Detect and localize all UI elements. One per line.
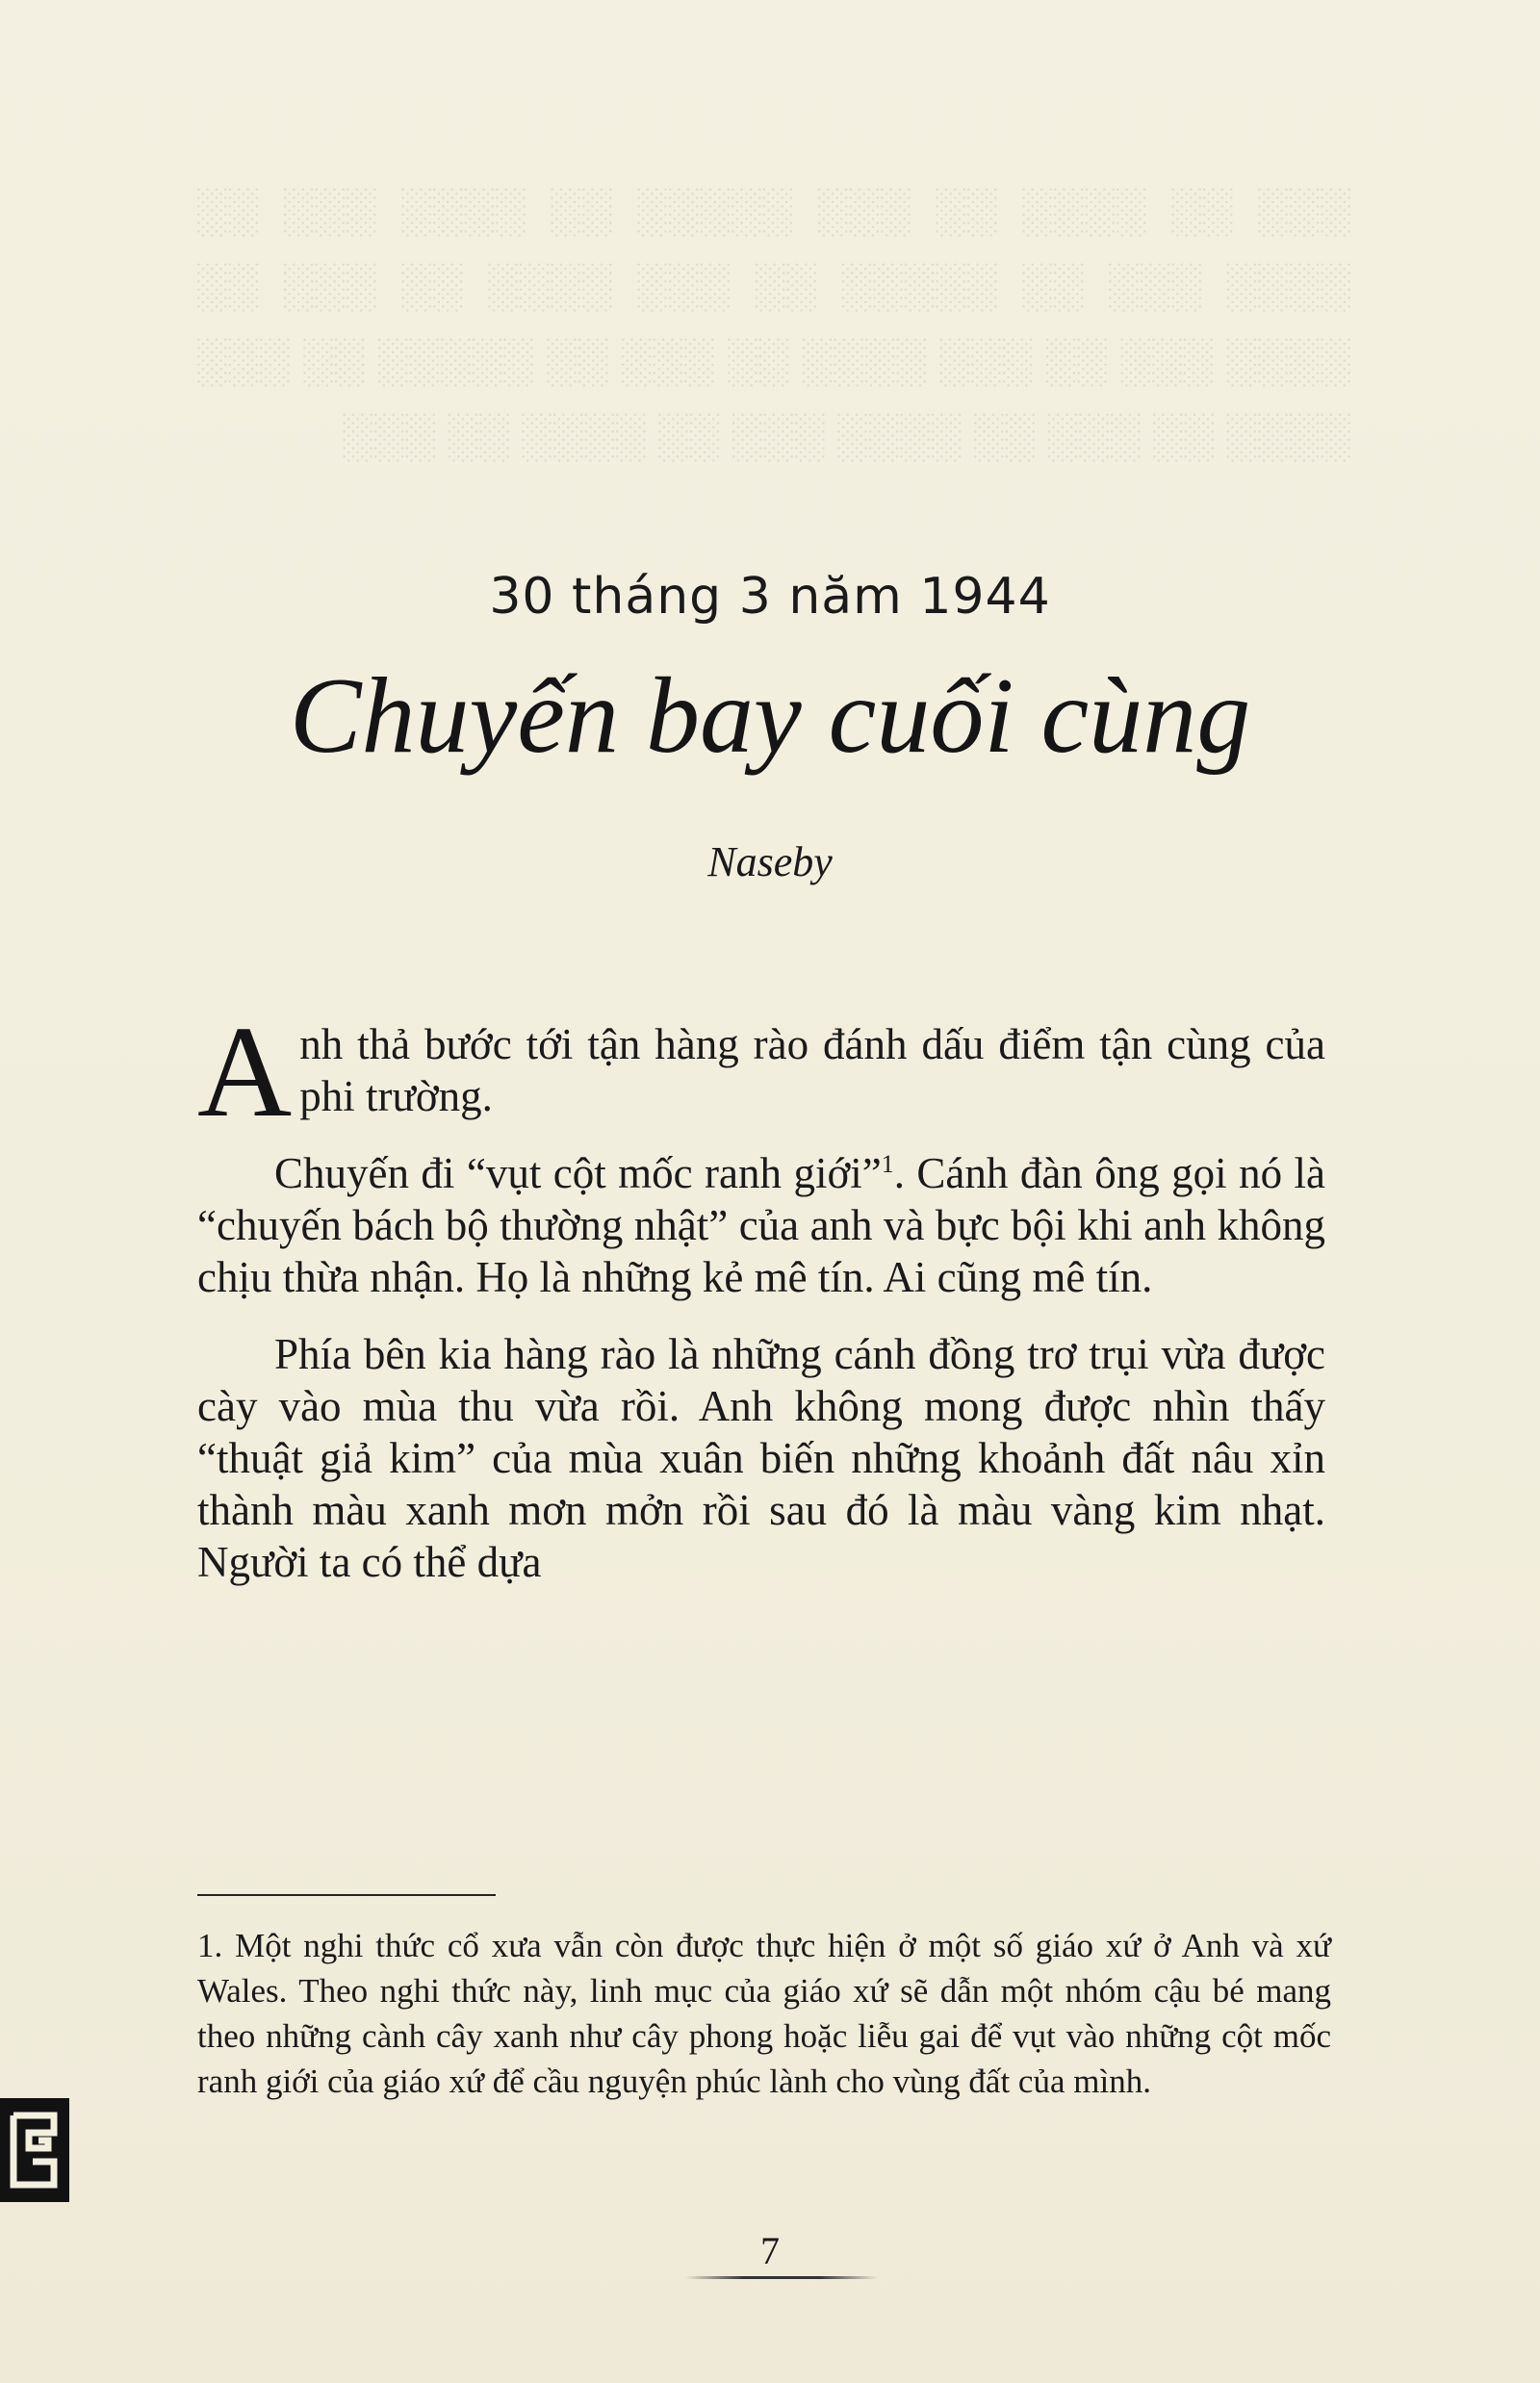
paragraph-1 [197,1000,1325,1144]
footnote-divider [197,1894,496,1896]
footnote: 1. Một nghi thức cổ xưa vẫn còn được thực hiện ở một số giáo xứ ở Anh và xứ Wales. Theo nghi thức này, linh mục của giáo xứ sẽ dẫn một nhóm cậu bé mang theo những cành cây xanh như cây phong hoặc liễu gai để vụt vào những cột mốc ranh giới của giáo xứ để cầu nguyện phúc lành cho vùng đất của mình. [197,1927,1331,2100]
page-number-underline [685,2276,878,2279]
paragraph-2-text-a: Chuyến đi “vụt cột mốc ranh giới” [274,1149,882,1197]
paragraph-1-text: nh thả bước tới tận hàng rào đánh dấu điểm tận cùng của phi trường. [299,1020,1325,1120]
drop-cap: A [197,1000,293,1144]
chapter-title: Chuyến bay cuối cùng [289,656,1251,776]
chapter-date: 30 tháng 3 năm 1944 [489,568,1051,626]
paragraph-3: Phía bên kia hàng rào là những cánh đồng trơ trụi vừa được cày vào mùa thu vừa rồi. Anh không mong được nhìn thấy “thuật giả kim” của mùa xuân biến những khoảnh đất nâu xỉn thành màu xanh mơn mởn rồi sau đó là màu vàng kim nhạt. Người ta có thể dựa [197,1330,1325,1586]
bleed-through-texture: ░░░ ░░ ░░░░ ░░ ░░░ ░░░░░ ░░ ░░░░ ░░░ ░░ ░░░░ ░░░ ░░ ░░░░░ ░░ ░░░ ░░░░ ░░ ░░░ ░░ ░░░░ ░░░ ░░ ░░░ ░░░░ ░░ ░░░ ░░ ░░░░░ ░░ ░░░ ░░░░ ░░ ░░░ ░░ ░░░░ ░░░ ░░ ░░░░ ░░ ░░░ [197,186,1352,460]
chapter-location: Naseby [707,838,833,885]
paragraph-2 [197,1147,1325,1303]
publisher-logo-icon [0,2098,69,2202]
body-text [197,1000,1325,1613]
paragraph-2-text-b: . Cánh đàn ông gọi nó là “chuyến bách bộ thường nhật” của anh và bực bội khi anh không chịu thừa nhận. Họ là những kẻ mê tín. Ai cũng mê tín. [197,1149,1325,1301]
page-number: 7 [760,2229,780,2272]
footnote-marker[interactable]: 1 [881,1150,894,1178]
